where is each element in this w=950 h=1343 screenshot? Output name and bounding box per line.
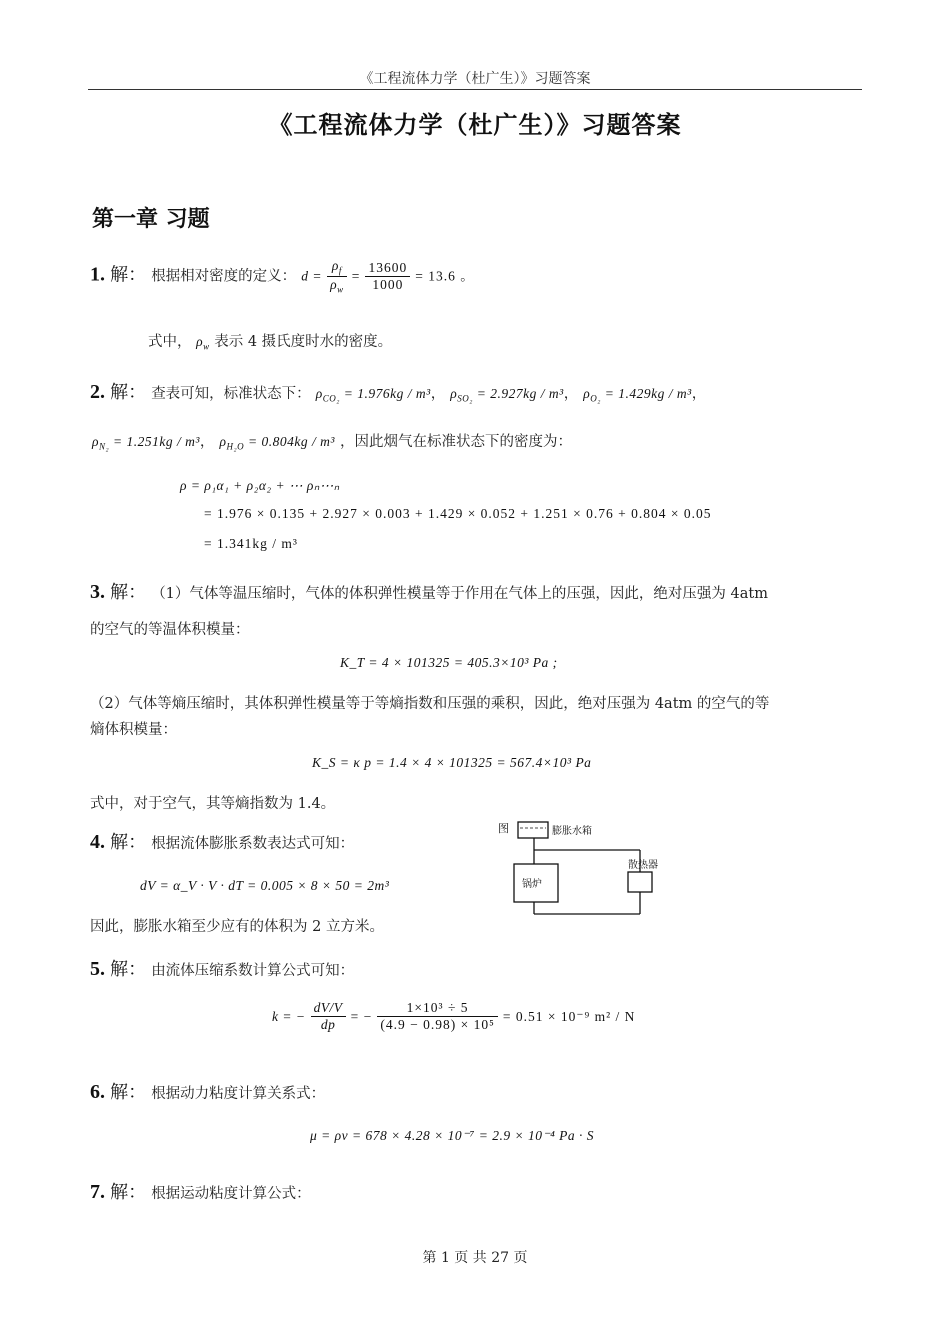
problem-2-line2: $\rho_{N_2} = 1.251kg / m^3$， $\rho_{H_2O} = 0.804kg / m^3$ ，因此烟气在标准状态下的密度为：	[92, 434, 572, 452]
problem-3-note: 式中，对于空气，其等熵指数为 1.4。	[90, 796, 336, 812]
problem-3-text1b: 的空气的等温体积模量：	[90, 622, 250, 638]
density-sum-line3: = 1.341kg / m³	[204, 536, 298, 551]
boiler-label: 锅炉	[522, 879, 542, 890]
isothermal-modulus-eq: K_T = 4 × 101325 = 405.3×10³ Pa ;	[340, 655, 558, 670]
density-sum-line2: = 1.976 × 0.135 + 2.927 × 0.003 + 1.429 × 0.052 + 1.251 × 0.76 + 0.804 × 0.05	[204, 506, 712, 521]
header-rule	[88, 89, 862, 90]
problem-3: 3. 解： （1）气体等温压缩时，气体的体积弹性模量等于作用在气体上的压强，因此，绝对压强为 4atm	[90, 581, 768, 603]
formula-d: d =	[301, 268, 323, 284]
radiator	[628, 872, 652, 892]
running-header: 《工程流体力学（杜广生）》习题答案	[359, 71, 591, 87]
fraction-values: $\frac{13600}{1000}$	[365, 260, 410, 293]
problem-5: 5. 解： 由流体压缩系数计算公式可知：	[90, 958, 355, 980]
chapter-heading: 第一章 习题	[92, 207, 210, 232]
problem-4-conclusion: 因此，膨胀水箱至少应有的体积为 2 立方米。	[90, 919, 384, 935]
fraction-dv: $\frac{dV/V}{dp}$	[311, 1000, 346, 1033]
problem-2: 2. 解： 查表可知，标准状态下： $\rho_{CO_2} = 1.976kg / m^3$， $\rho_{SO_2} = 2.927kg / m^3$， $\rho_{O_2} = 1.429kg / m^3$，	[90, 381, 707, 404]
problem-6: 6. 解： 根据动力粘度计算关系式：	[90, 1081, 326, 1103]
fig-label: 图	[498, 822, 509, 835]
problem-3-text2a: （2）气体等熵压缩时，其体积弹性模量等于等熵指数和压强的乘积，因此，绝对压强为 4atm 的空气的等	[90, 696, 770, 712]
problem-4: 4. 解： 根据流体膨胀系数表达式可知：	[90, 831, 355, 853]
document-title: 《工程流体力学（杜广生）》习题答案	[268, 111, 682, 139]
compressibility-eq: k = − $\frac{dV/V}{dp}$ = − $\frac{\text{1×10³ ÷ 5}}{\text{(4.9 − 0.98) × 10⁵}}$ = 0.51 × 10⁻⁹ m² / N	[272, 1000, 636, 1032]
tank-label: 膨胀水箱	[552, 826, 592, 837]
isentropic-modulus-eq: K_S = κ p = 1.4 × 4 × 101325 = 567.4×10³ Pa	[312, 755, 592, 770]
fraction-rho: $\frac{\rho_f}{\rho_w}$	[327, 258, 347, 294]
solution-label: 解：	[110, 264, 147, 286]
problem-7: 7. 解： 根据运动粘度计算公式：	[90, 1181, 311, 1203]
expansion-tank	[518, 822, 548, 838]
problem-1: 1. 解： 根据相对密度的定义： d = $\frac{\rho_f}{\rho_w}$ = $\frac{13600}{1000}$ = 13.6 。	[90, 258, 475, 295]
problem-number: 1.	[90, 263, 105, 286]
problem-1-note: 式中， $\rho_w$ 表示 4 摄氏度时水的密度。	[148, 334, 393, 352]
problem-text: 根据相对密度的定义：	[151, 268, 297, 285]
viscosity-eq: μ = ρν = 678 × 4.28 × 10⁻⁷ = 2.9 × 10⁻⁴ Pa · S	[310, 1128, 595, 1143]
fraction-values: $\frac{\text{1×10³ ÷ 5}}{\text{(4.9 − 0.98) × 10⁵}}$	[377, 1000, 497, 1033]
problem-3-text2b: 熵体积模量：	[90, 722, 177, 738]
expansion-eq: dV = α_V · V · dT = 0.005 × 8 × 50 = 2m³	[140, 878, 390, 893]
radiator-label: 散热器	[628, 860, 658, 871]
heating-system-diagram	[496, 818, 661, 923]
density-sum-line1: ρ = ρ₁α₁ + ρ₂α₂ + ⋯ ρₙ⋯ₙ	[180, 478, 340, 493]
result: = 13.6 。	[415, 268, 475, 284]
page-footer: 第 1 页 共 27 页	[422, 1250, 528, 1266]
